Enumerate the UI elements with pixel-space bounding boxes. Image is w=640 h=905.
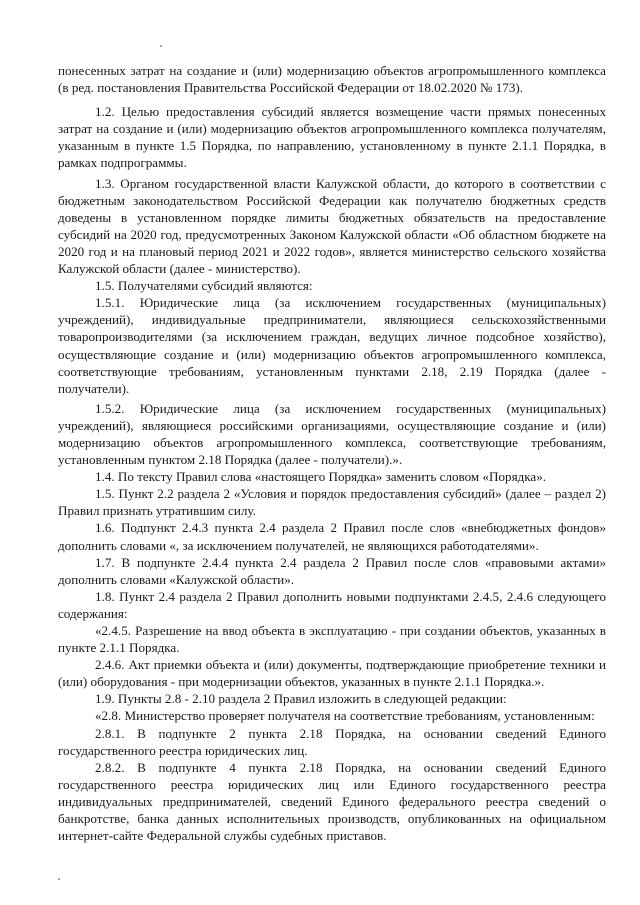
paragraph-2-4-5: «2.4.5. Разрешение на ввод объекта в эксплуатацию - при создании объектов, указанных в пункте 2.1.1 Порядка. [58, 623, 606, 656]
paragraph-1-2: 1.2. Целью предоставления субсидий является возмещение части прямых понесенных затрат на создание и (или) модернизацию объектов агропромышленного комплекса получателям, указанным в пункте 1.5 Порядка, по направлению, установленному в пункте 2.1.1 Порядка, в рамках подпрограммы. [58, 104, 606, 171]
paragraph-2-8: «2.8. Министерство проверяет получателя на соответствие требованиям, установленным: [95, 708, 595, 724]
paragraph-1-7: 1.7. В подпункте 2.4.4 пункта 2.4 раздела 2 Правил после слов «правовыми актами» дополнить словами «Калужской области». [58, 554, 606, 587]
paragraph-1-8: 1.8. Пункт 2.4 раздела 2 Правил дополнить новыми подпунктами 2.4.5, 2.4.6 следующего содержания: [58, 588, 606, 621]
paragraph-1-5-1: 1.5.1. Юридические лица (за исключением государственных (муниципальных) учреждений), индивидуальные предприниматели, являющиеся сельскохозяйственными товаропроизводителями (за исключением граждан, ведущих личное подсобное хозяйство), осуществляющие создание и (или) модернизацию объектов агропромышленного комплекса, соответствующие требованиям, установленным пунктами 2.18, 2.19 Порядка (далее - получатели). [58, 295, 606, 396]
paragraph-1-5: 1.5. Получателями субсидий являются: [95, 278, 313, 294]
paragraph-1-5-amend: 1.5. Пункт 2.2 раздела 2 «Условия и порядок предоставления субсидий» (далее – раздел 2) Правил признать утратившим силу. [58, 486, 606, 519]
paragraph-2-8-2: 2.8.2. В подпункте 4 пункта 2.18 Порядка, на основании сведений Единого государственного реестра юридических лиц или Единого государственного реестра индивидуальных предпринимателей, сведений Единого федерального реестра сведений о банкротстве, банка данных исполнительных производств, опубликованных на официальном интернет-сайте Федеральной службы судебных приставов. [58, 759, 606, 844]
paragraph-2-8-1: 2.8.1. В подпункте 2 пункта 2.18 Порядка, на основании сведений Единого государственного реестра юридических лиц. [58, 725, 606, 758]
scan-speck-bottom [58, 878, 60, 880]
paragraph-1-5-2: 1.5.2. Юридические лица (за исключением государственных (муниципальных) учреждений), являющиеся российскими организациями, осуществляющие создание и (или) модернизацию объектов агропромышленного комплекса, соответствующие требованиям, установленным пунктом 2.18 Порядка (далее - получатели).». [58, 400, 606, 468]
paragraph-1-3: 1.3. Органом государственной власти Калужской области, до которого в соответствии с бюджетным законодательством Российской Федерации как получателю бюджетных средств доведены в установленном порядке лимиты бюджетных обязательств на предоставление субсидий на 2020 год, предусмотренных Законом Калужской области «Об областном бюджете на 2020 год и на плановый период 2021 и 2022 годов», является министерство сельского хозяйства Калужской области (далее - министерство). [58, 175, 606, 277]
paragraph-continuation: понесенных затрат на создание и (или) модернизацию объектов агропромышленного комплекса (в ред. постановления Правительства Российской Федерации от 18.02.2020 № 173). [58, 63, 606, 96]
paragraph-1-4: 1.4. По тексту Правил слова «настоящего Порядка» заменить словом «Порядка». [95, 469, 547, 485]
paragraph-2-4-6: 2.4.6. Акт приемки объекта и (или) документы, подтверждающие приобретение техники и (или) оборудования - при модернизации объектов, указанных в пункте 2.1.1 Порядка.». [58, 657, 606, 690]
paragraph-1-9: 1.9. Пункты 2.8 - 2.10 раздела 2 Правил изложить в следующей редакции: [95, 691, 507, 707]
scan-speck-top [160, 45, 162, 47]
paragraph-1-6: 1.6. Подпункт 2.4.3 пункта 2.4 раздела 2 Правил после слов «внебюджетных фондов» дополнить словами «, за исключением получателей, не являющихся работодателями». [58, 520, 606, 553]
document-page [58, 62, 606, 844]
